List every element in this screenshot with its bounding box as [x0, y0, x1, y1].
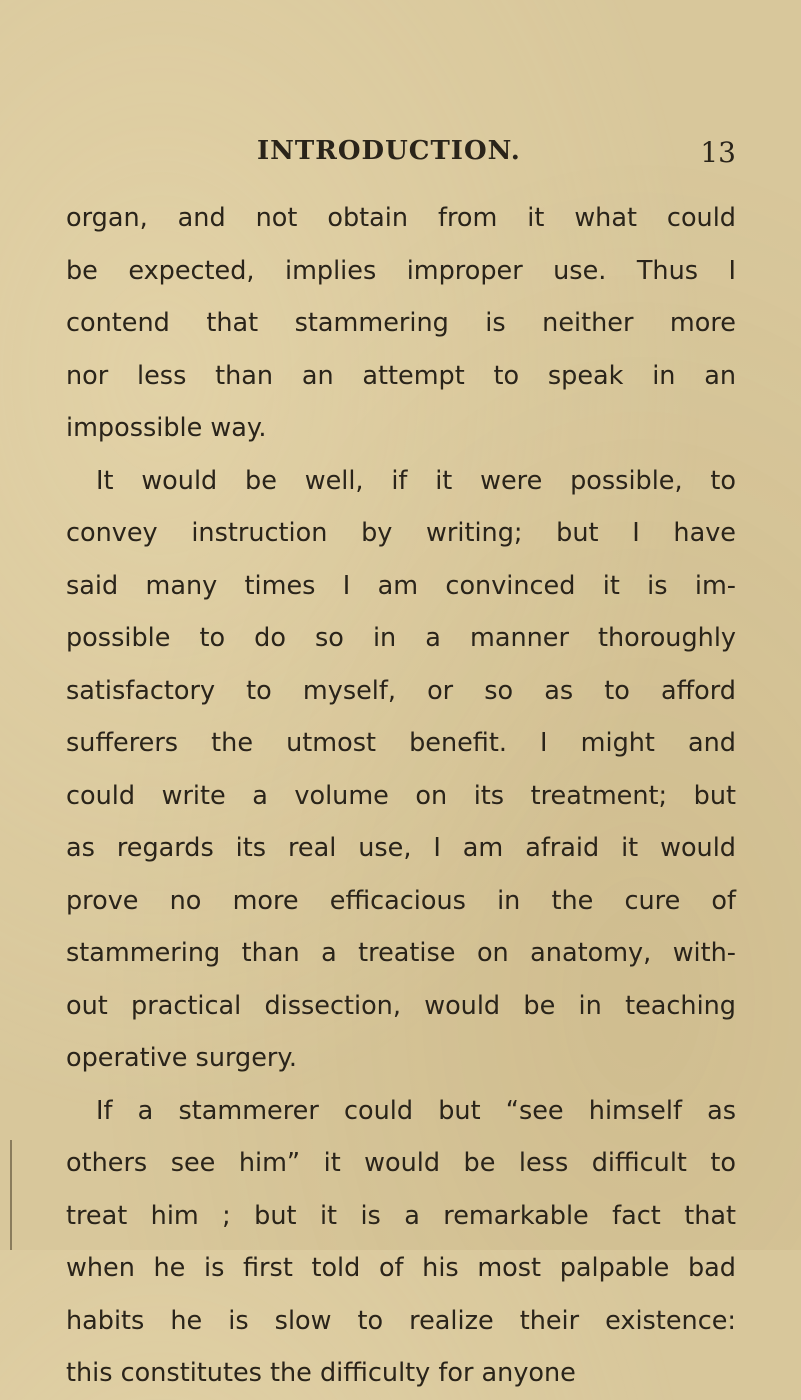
- text-line: be expected, implies improper use. Thus I: [66, 255, 736, 286]
- text-line: organ, and not obtain from it what could: [66, 203, 736, 233]
- text-line: said many times I am convinced it is im-: [66, 570, 736, 601]
- text-line: as regards its real use, I am afraid it would: [66, 833, 736, 863]
- body-text: [66, 192, 736, 1400]
- text-line: convey instruction by writing; but I have: [66, 518, 736, 548]
- text-line: impossible way.: [66, 413, 267, 443]
- text-line: others see him” it would be less difficult to: [66, 1148, 736, 1178]
- text-line: habits he is slow to realize their existence:: [66, 1305, 736, 1336]
- text-line: operative surgery.: [66, 1043, 297, 1073]
- text-line: stammering than a treatise on anatomy, with-: [66, 938, 736, 968]
- text-line: It would be well, if it were possible, to: [96, 465, 736, 496]
- text-line: sufferers the utmost benefit. I might and: [66, 728, 736, 758]
- chapter-title: INTRODUCTION.: [257, 136, 521, 166]
- text-line: this constitutes the difficulty for anyone: [66, 1358, 576, 1388]
- text-line: contend that stammering is neither more: [66, 308, 736, 338]
- page-edge-mark: [10, 1140, 12, 1250]
- text-line: when he is first told of his most palpable bad: [66, 1253, 736, 1283]
- text-line: possible to do so in a manner thoroughly: [66, 623, 736, 653]
- text-line: treat him ; but it is a remarkable fact that: [66, 1200, 736, 1231]
- text-line: nor less than an attempt to speak in an: [66, 360, 736, 391]
- text-line: If a stammerer could but “see himself as: [96, 1095, 736, 1126]
- text-line: out practical dissection, would be in teaching: [66, 990, 736, 1021]
- text-line: satisfactory to myself, or so as to afford: [66, 675, 736, 706]
- text-line: could write a volume on its treatment; but: [66, 780, 736, 811]
- text-line: prove no more efficacious in the cure of: [66, 885, 736, 916]
- page-number: 13: [700, 136, 736, 169]
- running-head: [66, 136, 736, 176]
